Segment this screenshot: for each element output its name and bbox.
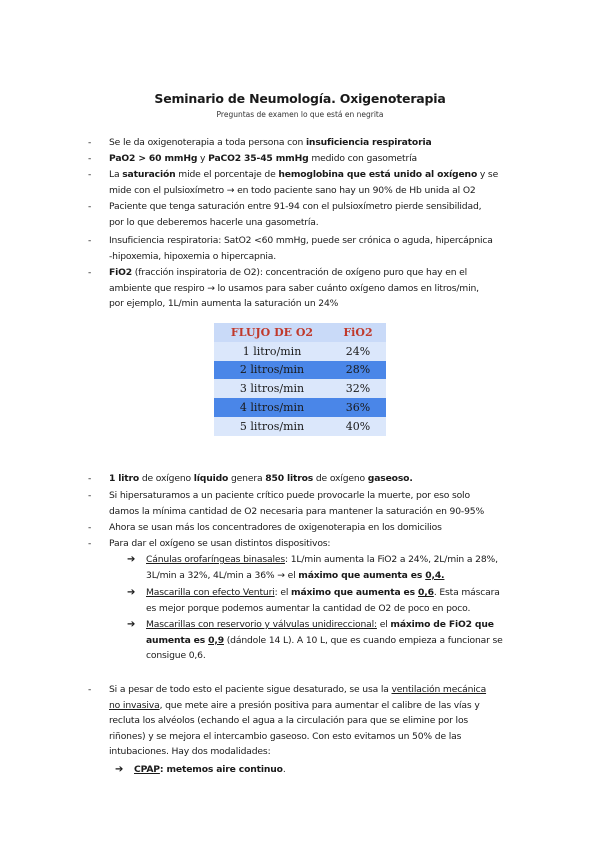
- bullet-dash: -: [88, 137, 92, 148]
- bullet-dash: -: [88, 538, 92, 549]
- bullet-item: FiO2 (fracción inspiratoria de O2): concentración de oxígeno puro que hay en el ambiente que respiro → lo usamos para saber cuánto oxígeno damos en litros/min, por ejemplo, 1L/min aumenta la saturación un 24%: [109, 267, 479, 309]
- bullet-item: Si a pesar de todo esto el paciente sigue desaturado, se usa la ventilación mecánica no invasiva, que mete aire a presión positiva para aumentar el calibre de las vías y recluta los alvéolos (echando el agua a la circulación para que se elimine por los riñones) y se mejora el intercambio gaseoso. Con esto evitamos un 50% de las intubaciones. Hay dos modalidades:: [109, 684, 487, 757]
- bullet-dash: -: [88, 490, 92, 501]
- bullet-dash: -: [88, 201, 92, 212]
- page-subtitle: Preguntas de examen lo que está en negrita: [216, 110, 384, 119]
- bullet-dash: -: [88, 684, 92, 695]
- table-cell: 1 litro/min: [242, 344, 302, 358]
- table-header-row: [214, 323, 386, 342]
- bullet-item: 1 litro de oxígeno líquido genera 850 litros de oxígeno gaseoso.: [109, 473, 413, 484]
- bullet-dash: -: [88, 235, 92, 246]
- bullet-dash: -: [88, 522, 92, 533]
- device-item: Cánulas orofaríngeas binasales: 1L/min aumenta la FiO2 a 24%, 2L/min a 28%, 3L/min a 32%, 4L/min a 36% → el máximo que aumenta es 0,4.: [146, 554, 498, 581]
- table-row: [214, 379, 386, 398]
- bullet-dash: -: [88, 153, 92, 164]
- bullet-item: Para dar el oxígeno se usan distintos dispositivos:: [109, 538, 331, 549]
- table-header-cell: FLUJO DE O2: [230, 325, 314, 339]
- page-title: Seminario de Neumología. Oxigenoterapia: [154, 91, 446, 106]
- bullet-item: Insuficiencia respiratoria: SatO2 <60 mmHg, puede ser crónica o aguda, hipercápnica -hipoxemia, hipoxemia o hipercapnia.: [109, 235, 493, 262]
- device-item: Mascarilla con efecto Venturi: el máximo que aumenta es 0,6. Esta máscara es mejor porque podemos aumentar la cantidad de O2 de poco en poco.: [146, 587, 500, 614]
- device-item: CPAP: metemos aire continuo.: [134, 764, 286, 775]
- table-cell: 36%: [345, 401, 371, 415]
- bullet-item: Si hipersaturamos a un paciente crítico puede provocarle la muerte, por eso solo damos la mínima cantidad de O2 necesaria para mantener la saturación en 90-95%: [109, 490, 485, 517]
- table-cell: 32%: [345, 382, 371, 396]
- table-row: [214, 361, 386, 380]
- table-row: [214, 342, 386, 361]
- bullet-item: La saturación mide el porcentaje de hemoglobina que está unido al oxígeno y se mide con el pulsioxímetro → en todo paciente sano hay un 90% de Hb unida al O2: [109, 169, 499, 196]
- bullet-dash: -: [88, 169, 92, 180]
- oxygen-flow-table: [214, 323, 386, 436]
- arrow-bullet-icon: ➔: [127, 587, 136, 598]
- table-cell: 2 litros/min: [239, 363, 305, 377]
- table-cell: 24%: [345, 344, 371, 358]
- bullet-item: Paciente que tenga saturación entre 91-94 con el pulsioxímetro pierde sensibilidad, por lo que deberemos hacerle una gasometría.: [109, 201, 482, 228]
- bullet-item: Ahora se usan más los concentradores de oxigenoterapia en los domicilios: [109, 522, 442, 533]
- arrow-bullet-icon: ➔: [115, 764, 124, 775]
- table-row: [214, 398, 386, 417]
- device-item: Mascarillas con reservorio y válvulas unidireccional: el máximo de FiO2 que aumenta es 0,9 (dándole 14 L). A 10 L, que es cuando empieza a funcionar se consigue 0,6.: [146, 619, 503, 661]
- table-cell: 5 litros/min: [239, 419, 305, 433]
- table-cell: 28%: [345, 363, 371, 377]
- bullet-item: PaO2 > 60 mmHg y PaCO2 35-45 mmHg medido con gasometría: [109, 153, 417, 164]
- table-header-cell: FiO2: [343, 325, 373, 339]
- table-cell: 3 litros/min: [239, 382, 305, 396]
- table-cell: 40%: [345, 419, 371, 433]
- bullet-item: Se le da oxigenoterapia a toda persona con insuficiencia respiratoria: [109, 137, 432, 148]
- bullet-dash: -: [88, 473, 92, 484]
- arrow-bullet-icon: ➔: [127, 554, 136, 565]
- table-row: [214, 417, 386, 436]
- table-cell: 4 litros/min: [239, 401, 305, 415]
- bullet-dash: -: [88, 267, 92, 278]
- arrow-bullet-icon: ➔: [127, 619, 136, 630]
